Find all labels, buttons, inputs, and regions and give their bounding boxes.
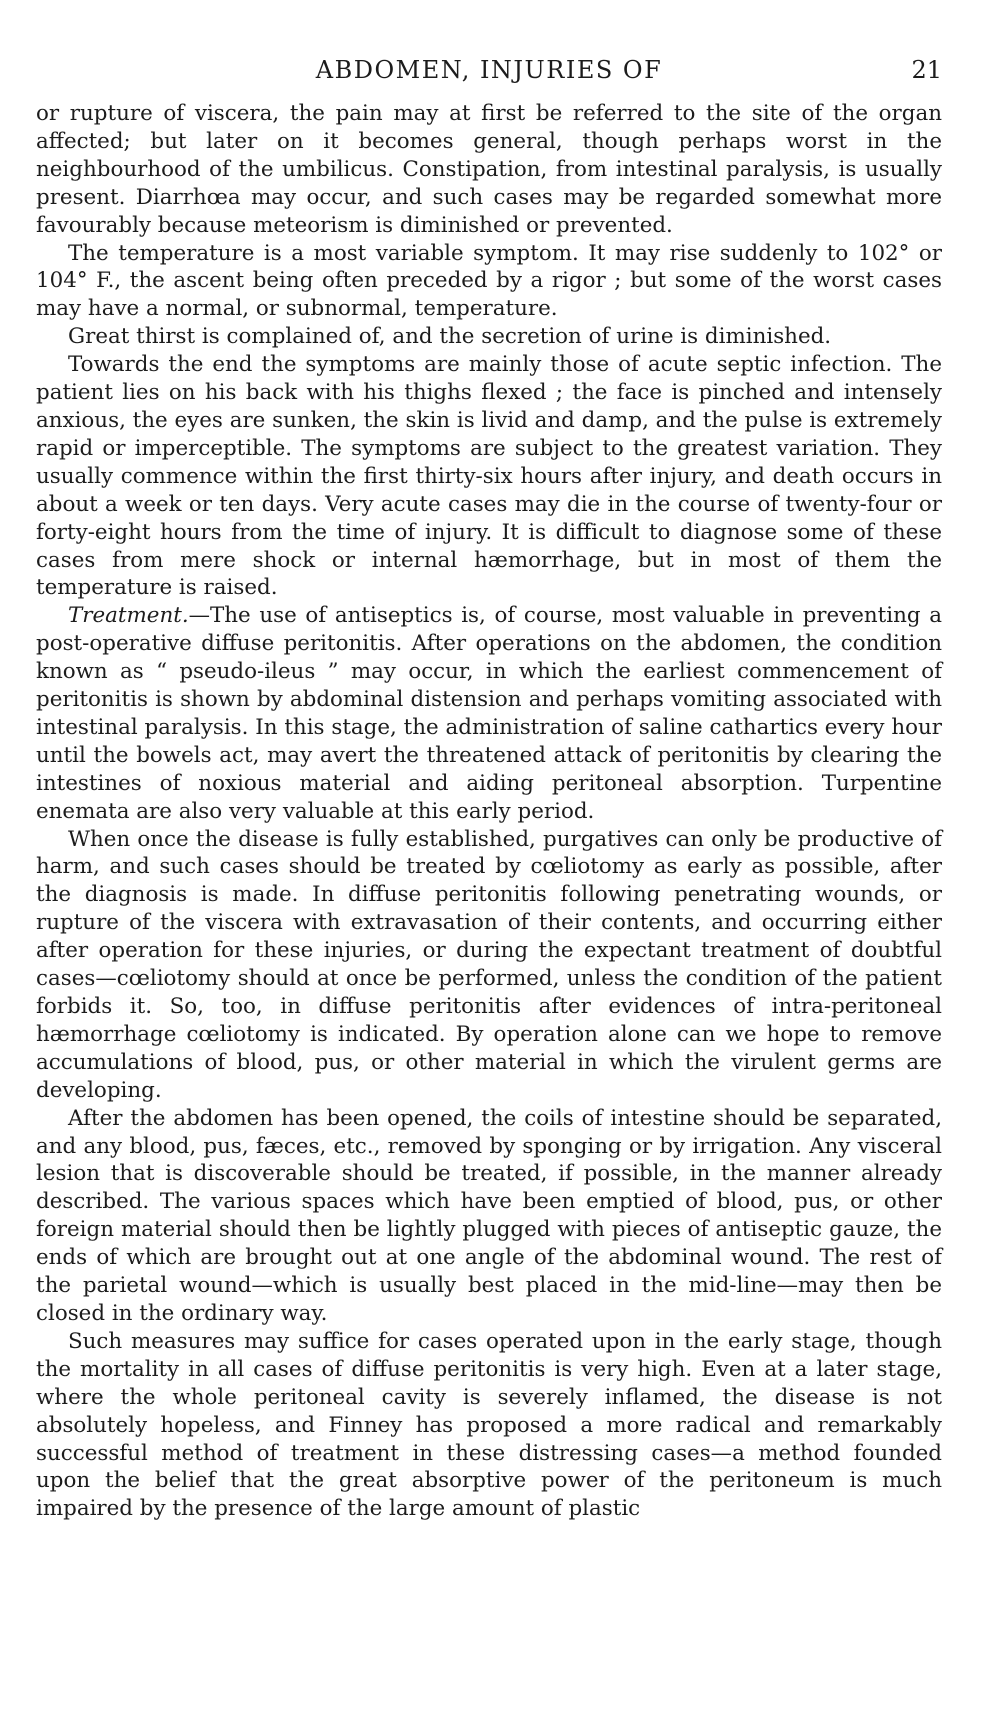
paragraph-treatment: [36, 602, 942, 825]
body-text: [36, 100, 942, 1523]
paragraph-coeliotomy: When once the disease is fully established, purgatives can only be productive of harm, and such cases should be treated by cœliotomy as early as possible, after the diagnosis is made. In diffuse peritonitis following penetrating wounds, or rupture of the viscera with extravasation of their contents, and occurring either after operation for these injuries, or during the expectant treatment of doubtful cases—cœliotomy should at once be performed, unless the condition of the patient forbids it. So, too, in diffuse peritonitis after evidences of intra-peritoneal hæmorrhage cœliotomy is indicated. By operation alone can we hope to remove accumulations of blood, pus, or other material in which the virulent germs are developing.: [36, 826, 942, 1103]
paragraph-continued: or rupture of viscera, the pain may at first be referred to the site of the organ affected; but later on it becomes general, though perhaps worst in the neighbourhood of the umbilicus. Constipation, from intestinal paralysis, is usually present. Diarrhœa may occur, and such cases may be regarded somewhat more favourably because meteorism is diminished or prevented.: [36, 101, 942, 238]
running-title: ABDOMEN, INJURIES OF: [315, 56, 663, 84]
paragraph-thirst: Great thirst is complained of, and the secretion of urine is diminished.: [68, 324, 832, 350]
treatment-text: —The use of antiseptics is, of course, most valuable in preventing a post-operative diffuse peritonitis. After operations on the abdomen, the condition known as “ pseudo-ileus ” may occur, in which the earliest commencement of peritonitis is shown by abdominal distension and perhaps vomiting associated with intestinal paralysis. In this stage, the administration of saline cathartics every hour until the bowels act, may avert the threatened attack of peritonitis by clearing the intestines of noxious material and aiding peritoneal absorption. Turpentine enemata are also very valuable at this early period.: [36, 603, 942, 824]
paragraph-septic-infection: Towards the end the symptoms are mainly those of acute septic infection. The patient lies on his back with his thighs flexed ; the face is pinched and intensely anxious, the eyes are sunken, the skin is livid and damp, and the pulse is extremely rapid or imperceptible. The symptoms are subject to the greatest variation. They usually commence within the first thirty-six hours after injury, and death occurs in about a week or ten days. Very acute cases may die in the course of twenty-four or forty-eight hours from the time of injury. It is difficult to diagnose some of these cases from mere shock or internal hæmorrhage, but in most of them the temperature is raised.: [36, 352, 942, 601]
paragraph-abdomen-opened: After the abdomen has been opened, the coils of intestine should be separated, and any blood, pus, fæces, etc., removed by sponging or by irrigation. Any visceral lesion that is discoverable should be treated, if possible, in the manner already described. The various spaces which have been emptied of blood, pus, or other foreign material should then be lightly plugged with pieces of antiseptic gauze, the ends of which are brought out at one angle of the abdominal wound. The rest of the parietal wound—which is usually best placed in the mid-line—may then be closed in the ordinary way.: [36, 1105, 942, 1326]
page-number: 21: [911, 56, 942, 84]
treatment-label: Treatment.: [68, 603, 189, 629]
running-head: [36, 50, 942, 90]
paragraph-temperature: The temperature is a most variable symptom. It may rise suddenly to 102° or 104° F., the ascent being often preceded by a rigor ; but some of the worst cases may have a normal, or subnormal, temperature.: [36, 240, 942, 322]
paragraph-finney-method: Such measures may suffice for cases operated upon in the early stage, though the mortality in all cases of diffuse peritonitis is very high. Even at a later stage, where the whole peritoneal cavity is severely inflamed, the disease is not absolutely hopeless, and Finney has proposed a more radical and remarkably successful method of treatment in these distressing cases—a method founded upon the belief that the great absorptive power of the peritoneum is much impaired by the presence of the large amount of plastic: [36, 1328, 942, 1522]
book-page: [36, 50, 942, 1523]
